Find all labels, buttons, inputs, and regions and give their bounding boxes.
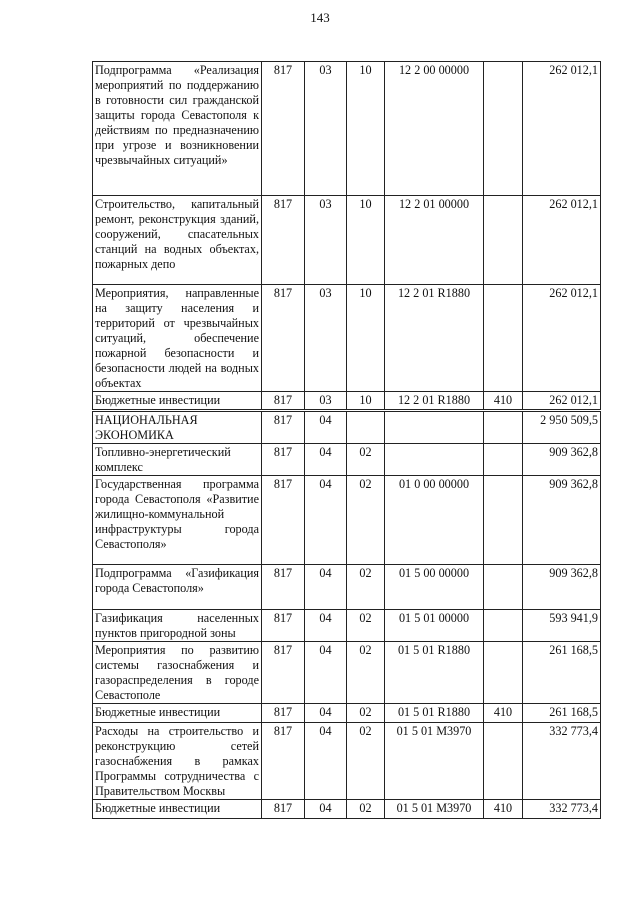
section-code-cell: 04 (305, 800, 347, 819)
expense-type-cell (484, 62, 523, 196)
table-body (93, 62, 601, 819)
ved-code-cell: 817 (262, 610, 305, 642)
budget-table (92, 61, 601, 819)
subsection-code-cell: 02 (347, 642, 385, 704)
row-name-cell: Мероприятия, направленные на защиту населения и территорий от чрезвычайных ситуаций, обеспечение пожарной безопасности и безопасности людей на водных объектах (93, 285, 262, 392)
expense-type-cell (484, 476, 523, 565)
target-article-cell: 01 0 00 00000 (385, 476, 484, 565)
target-article-cell: 12 2 01 00000 (385, 196, 484, 285)
expense-type-cell: 410 (484, 800, 523, 819)
amount-cell: 2 950 509,5 (523, 411, 601, 444)
table-row (93, 723, 601, 800)
section-code-cell: 04 (305, 444, 347, 476)
ved-code-cell: 817 (262, 392, 305, 411)
amount-cell: 909 362,8 (523, 565, 601, 610)
row-name-cell: Бюджетные инвестиции (93, 392, 262, 411)
section-code-cell: 04 (305, 610, 347, 642)
row-name-cell: Государственная программа города Севастополя «Развитие жилищно-коммунальной инфраструктуры города Севастополя» (93, 476, 262, 565)
ved-code-cell: 817 (262, 196, 305, 285)
ved-code-cell: 817 (262, 800, 305, 819)
target-article-cell: 01 5 01 R1880 (385, 704, 484, 723)
row-name-cell: Бюджетные инвестиции (93, 704, 262, 723)
expense-type-cell (484, 285, 523, 392)
section-code-cell: 04 (305, 704, 347, 723)
target-article-cell: 01 5 01 M3970 (385, 800, 484, 819)
expense-type-cell (484, 565, 523, 610)
table-row (93, 704, 601, 723)
subsection-code-cell: 10 (347, 196, 385, 285)
row-name-cell: Подпрограмма «Реализация мероприятий по поддержанию в готовности сил гражданской защиты города Севастополя к действиям по предназначению при угрозе и возникновении чрезвычайных ситуаций» (93, 62, 262, 196)
row-name-cell: Расходы на строительство и реконструкцию сетей газоснабжения в рамках Программы сотрудничества с Правительством Москвы (93, 723, 262, 800)
section-code-cell: 04 (305, 723, 347, 800)
table-row (93, 610, 601, 642)
amount-cell: 262 012,1 (523, 285, 601, 392)
row-name-cell: НАЦИОНАЛЬНАЯ ЭКОНОМИКА (93, 411, 262, 444)
subsection-code-cell: 02 (347, 800, 385, 819)
subsection-code-cell: 02 (347, 444, 385, 476)
table-row (93, 392, 601, 411)
expense-type-cell (484, 642, 523, 704)
table-row (93, 196, 601, 285)
subsection-code-cell: 02 (347, 610, 385, 642)
table-row (93, 800, 601, 819)
amount-cell: 262 012,1 (523, 392, 601, 411)
table-row (93, 285, 601, 392)
amount-cell: 909 362,8 (523, 476, 601, 565)
row-name-cell: Газификация населенных пунктов пригородной зоны (93, 610, 262, 642)
expense-type-cell (484, 610, 523, 642)
table-row (93, 642, 601, 704)
section-code-cell: 03 (305, 62, 347, 196)
subsection-code-cell: 02 (347, 723, 385, 800)
section-code-cell: 03 (305, 196, 347, 285)
subsection-code-cell: 02 (347, 476, 385, 565)
subsection-code-cell: 10 (347, 62, 385, 196)
row-name-cell: Строительство, капитальный ремонт, реконструкция зданий, сооружений, спасательных станций на водных объектах, пожарных депо (93, 196, 262, 285)
amount-cell: 262 012,1 (523, 62, 601, 196)
row-name-cell: Топливно-энергетический комплекс (93, 444, 262, 476)
target-article-cell: 12 2 00 00000 (385, 62, 484, 196)
amount-cell: 909 362,8 (523, 444, 601, 476)
section-code-cell: 04 (305, 476, 347, 565)
target-article-cell: 01 5 01 M3970 (385, 723, 484, 800)
target-article-cell: 01 5 00 00000 (385, 565, 484, 610)
table-row (93, 411, 601, 444)
section-code-cell: 03 (305, 392, 347, 411)
expense-type-cell (484, 444, 523, 476)
amount-cell: 262 012,1 (523, 196, 601, 285)
ved-code-cell: 817 (262, 444, 305, 476)
target-article-cell: 01 5 01 R1880 (385, 642, 484, 704)
subsection-code-cell: 10 (347, 392, 385, 411)
ved-code-cell: 817 (262, 62, 305, 196)
ved-code-cell: 817 (262, 565, 305, 610)
ved-code-cell: 817 (262, 476, 305, 565)
table-row (93, 476, 601, 565)
expense-type-cell (484, 723, 523, 800)
table-row (93, 62, 601, 196)
subsection-code-cell: 02 (347, 565, 385, 610)
subsection-code-cell (347, 411, 385, 444)
page-number: 143 (310, 10, 330, 25)
subsection-code-cell: 02 (347, 704, 385, 723)
target-article-cell (385, 411, 484, 444)
row-name-cell: Бюджетные инвестиции (93, 800, 262, 819)
ved-code-cell: 817 (262, 285, 305, 392)
amount-cell: 332 773,4 (523, 800, 601, 819)
ved-code-cell: 817 (262, 642, 305, 704)
expense-type-cell (484, 411, 523, 444)
ved-code-cell: 817 (262, 723, 305, 800)
amount-cell: 261 168,5 (523, 642, 601, 704)
section-code-cell: 04 (305, 411, 347, 444)
target-article-cell: 12 2 01 R1880 (385, 285, 484, 392)
ved-code-cell: 817 (262, 704, 305, 723)
section-code-cell: 03 (305, 285, 347, 392)
section-code-cell: 04 (305, 565, 347, 610)
row-name-cell: Подпрограмма «Газификация города Севастополя» (93, 565, 262, 610)
target-article-cell: 12 2 01 R1880 (385, 392, 484, 411)
expense-type-cell: 410 (484, 392, 523, 411)
amount-cell: 261 168,5 (523, 704, 601, 723)
target-article-cell (385, 444, 484, 476)
table-row (93, 444, 601, 476)
subsection-code-cell: 10 (347, 285, 385, 392)
target-article-cell: 01 5 01 00000 (385, 610, 484, 642)
expense-type-cell: 410 (484, 704, 523, 723)
table-row (93, 565, 601, 610)
amount-cell: 332 773,4 (523, 723, 601, 800)
expense-type-cell (484, 196, 523, 285)
section-code-cell: 04 (305, 642, 347, 704)
row-name-cell: Мероприятия по развитию системы газоснабжения и газораспределения в городе Севастополе (93, 642, 262, 704)
ved-code-cell: 817 (262, 411, 305, 444)
amount-cell: 593 941,9 (523, 610, 601, 642)
